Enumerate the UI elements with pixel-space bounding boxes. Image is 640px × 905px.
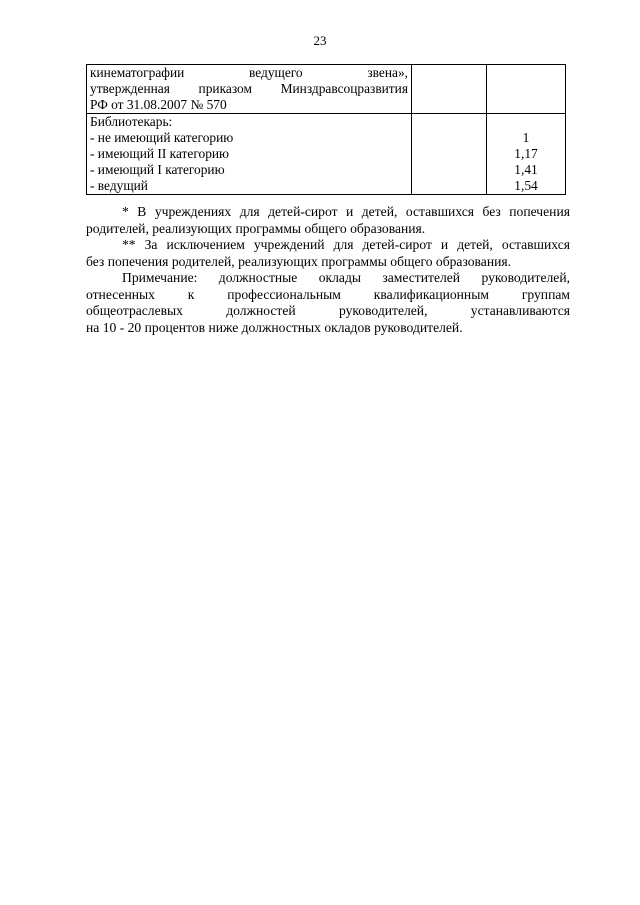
footnote-line: ** За исключением учреждений для детей-сирот и детей, оставшихся [122,237,570,252]
table-row [87,114,566,195]
cell-text-line: РФ от 31.08.2007 № 570 [90,97,227,112]
coefficient-value: 1 [522,130,530,145]
position-table [86,64,566,195]
cell-text-line: утвержденная приказом Минздравсоцразвития [90,81,408,96]
empty-cell [412,114,487,195]
coefficient-value: 1,17 [514,146,538,161]
table-row [87,65,566,114]
page-number: 23 [313,33,327,48]
coefficient-value: 1,41 [514,162,538,177]
remark-line: Примечание: должностные оклады заместителей руководителей, [122,270,570,285]
empty-cell [412,65,487,114]
footnote-line: родителей, реализующих программы общего образования. [86,220,426,236]
footnote-line: без попечения родителей, реализующих программы общего образования. [86,253,512,269]
footnote-line: * В учреждениях для детей-сирот и детей, оставшихся без попечения [122,204,570,219]
coefficient-value: 1,54 [514,178,538,193]
cell-text-line: - имеющий II категорию [90,146,230,161]
position-cell [87,114,412,195]
remark-line: отнесенных к профессиональным квалификационным группам [86,286,570,302]
cell-text-line: - ведущий [90,178,148,193]
coefficient-value [490,114,562,130]
footnotes [86,204,570,336]
coefficient-cell [487,65,566,114]
cell-text-line: Библиотекарь: [90,114,173,129]
position-cell [87,65,412,114]
remark-line: общеотраслевых должностей руководителей, устанавливаются [86,303,570,318]
cell-text-line: - имеющий I категорию [90,162,225,177]
remark-line: на 10 - 20 процентов ниже должностных окладов руководителей. [86,319,463,335]
cell-text-line: - не имеющий категорию [90,130,234,145]
coefficient-cell [487,114,566,195]
cell-text-line: кинематографии ведущего звена», [90,65,408,80]
